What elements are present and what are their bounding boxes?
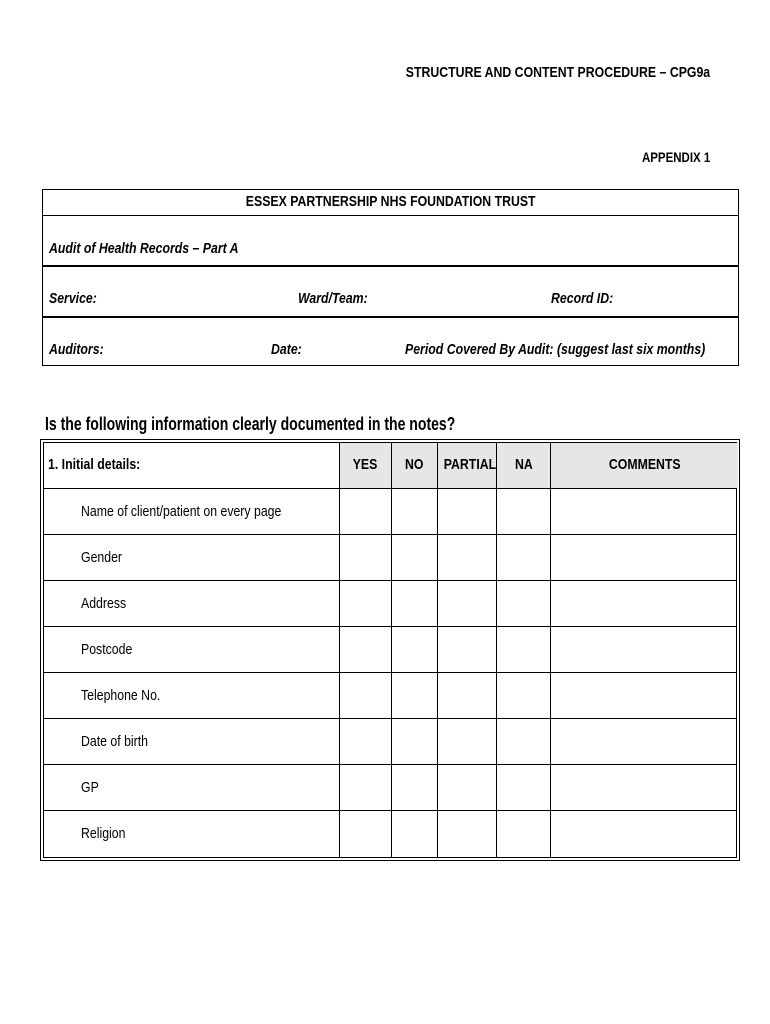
record-id-label: Record ID: [551,290,614,307]
answer-cell-partial[interactable] [438,811,497,857]
checklist-row [44,719,736,765]
answer-cell-yes[interactable] [340,811,392,857]
answer-cell-no[interactable] [392,673,438,718]
item-cell [44,489,340,534]
item-label: Telephone No. [81,687,161,704]
answer-cell-na[interactable] [497,489,551,534]
answer-cell-na[interactable] [497,581,551,626]
answer-cell-partial[interactable] [438,765,497,810]
trust-row [43,190,738,216]
section-label: 1. Initial details: [48,456,141,473]
comments-cell[interactable] [551,719,738,764]
item-label: Date of birth [81,733,149,750]
answer-cell-no[interactable] [392,719,438,764]
item-cell [44,673,340,718]
comments-cell[interactable] [551,627,738,672]
item-cell [44,627,340,672]
checklist-row [44,581,736,627]
answer-cell-no[interactable] [392,811,438,857]
audit-header-box [42,189,739,366]
trust-name: ESSEX PARTNERSHIP NHS FOUNDATION TRUST [245,193,536,210]
answer-cell-partial[interactable] [438,581,497,626]
item-label: Name of client/patient on every page [81,503,282,520]
answer-cell-no[interactable] [392,627,438,672]
answer-cell-partial[interactable] [438,673,497,718]
answer-cell-na[interactable] [497,535,551,580]
column-label: NA [514,456,533,473]
item-label: Religion [81,825,126,842]
audit-title: Audit of Health Records – Part A [49,240,239,257]
section-header-cell [44,443,340,488]
answer-cell-yes[interactable] [340,627,392,672]
answer-cell-na[interactable] [497,811,551,857]
column-label: NO [405,456,424,473]
checklist-row [44,811,736,857]
answer-cell-yes[interactable] [340,489,392,534]
item-cell [44,765,340,810]
column-header-no [392,443,438,488]
period-covered-label: Period Covered By Audit: (suggest last six months) [405,341,706,358]
item-label: Address [81,595,127,612]
answer-cell-yes[interactable] [340,535,392,580]
item-cell [44,581,340,626]
answer-cell-partial[interactable] [438,627,497,672]
answer-cell-na[interactable] [497,765,551,810]
answer-cell-partial[interactable] [438,719,497,764]
answer-cell-na[interactable] [497,673,551,718]
column-header-comments [551,443,738,488]
comments-cell[interactable] [551,765,738,810]
answer-cell-na[interactable] [497,627,551,672]
comments-cell[interactable] [551,489,738,534]
comments-cell[interactable] [551,811,738,857]
answer-cell-yes[interactable] [340,765,392,810]
appendix-label: APPENDIX 1 [641,149,710,165]
answer-cell-partial[interactable] [438,489,497,534]
checklist-row [44,535,736,581]
answer-cell-no[interactable] [392,765,438,810]
column-label: COMMENTS [608,456,681,473]
audit-title-row [43,215,738,267]
service-row[interactable] [43,265,738,318]
column-header-na [497,443,551,488]
answer-cell-no[interactable] [392,581,438,626]
checklist-row [44,765,736,811]
ward-team-label: Ward/Team: [298,290,368,307]
checklist-row [44,627,736,673]
answer-cell-na[interactable] [497,719,551,764]
item-label: Gender [81,549,123,566]
checklist-row [44,673,736,719]
column-label: PARTIAL [443,456,497,473]
answer-cell-no[interactable] [392,535,438,580]
item-cell [44,535,340,580]
comments-cell[interactable] [551,581,738,626]
answer-cell-yes[interactable] [340,719,392,764]
checklist-table [40,439,740,861]
service-label: Service: [49,290,97,307]
answer-cell-yes[interactable] [340,673,392,718]
document-title: STRUCTURE AND CONTENT PROCEDURE – CPG9a [405,64,710,81]
column-header-yes [340,443,392,488]
answer-cell-partial[interactable] [438,535,497,580]
item-cell [44,719,340,764]
item-label: GP [81,779,99,796]
auditors-label: Auditors: [49,341,104,358]
checklist-header-row [44,443,736,489]
date-label: Date: [271,341,302,358]
column-header-partial [438,443,497,488]
item-label: Postcode [81,641,133,658]
column-label: YES [353,456,378,473]
comments-cell[interactable] [551,535,738,580]
checklist-row [44,489,736,535]
comments-cell[interactable] [551,673,738,718]
question-heading: Is the following information clearly documented in the notes? [45,414,456,434]
item-cell [44,811,340,857]
auditors-row[interactable] [43,316,738,367]
answer-cell-no[interactable] [392,489,438,534]
answer-cell-yes[interactable] [340,581,392,626]
